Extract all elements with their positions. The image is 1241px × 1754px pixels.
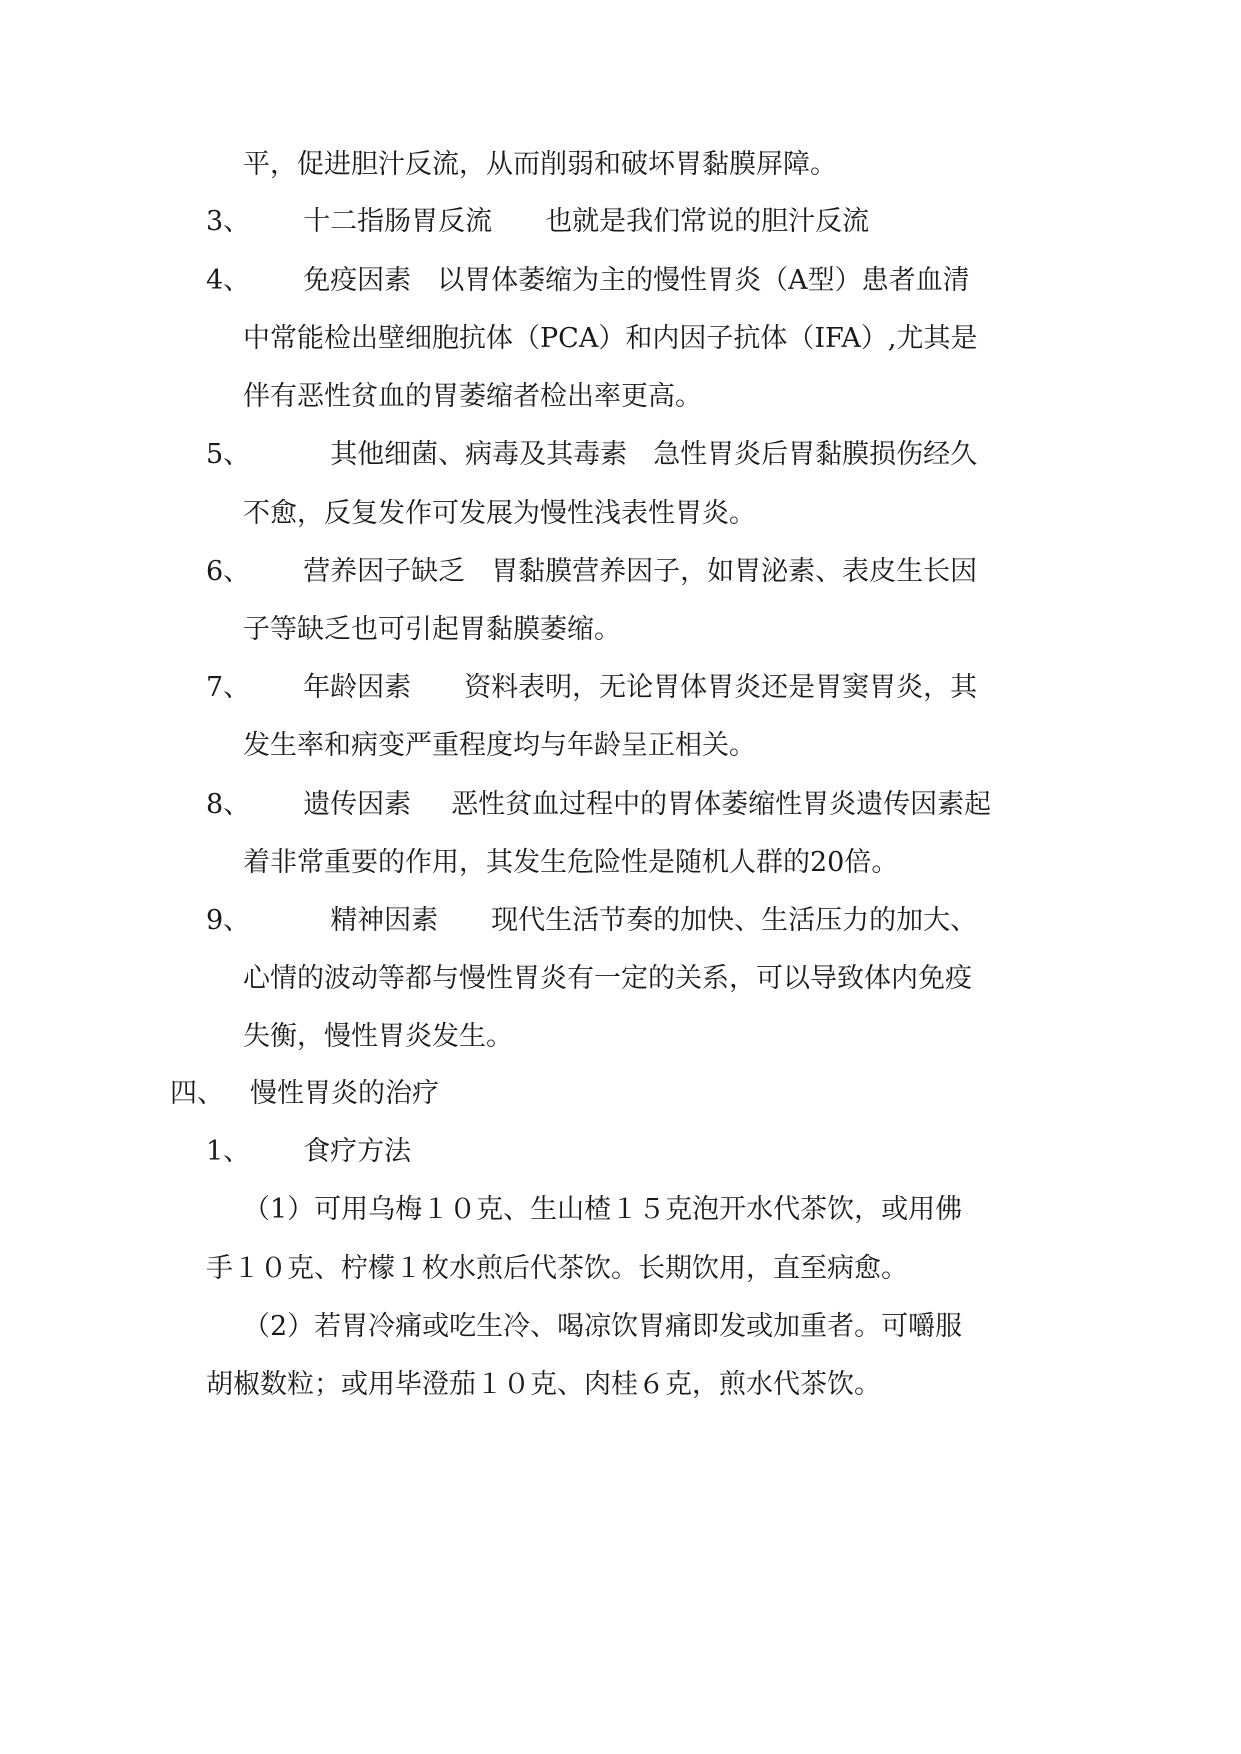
item-heading: 食疗方法 [303,1136,412,1167]
list-item-7 [206,670,977,706]
item-body: 胃黏膜营养因子，如胃泌素、表皮生长因 [491,556,978,587]
list-item-4 [206,263,970,299]
paragraph-line: 胡椒数粒；或用毕澄茄１０克、肉桂６克，煎水代茶饮。 [206,1369,881,1400]
list-item-3 [206,204,869,240]
item-heading: 精神因素 [330,905,439,936]
list-item-6 [206,554,977,590]
item-body: 恶性贫血过程中的胃体萎缩性胃炎遗传因素起 [451,789,992,820]
item-body: 也就是我们常说的胆汁反流 [545,206,870,237]
item-heading: 十二指肠胃反流 [303,206,493,237]
paragraph-line: 伴有恶性贫血的胃萎缩者检出率更高。 [243,381,702,412]
paragraph-line: 手１０克、柠檬１枚水煎后代茶饮。长期饮用，直至病愈。 [206,1253,908,1284]
paragraph-line: 心情的波动等都与慢性胃炎有一定的关系，可以导致体内免疫 [243,963,972,994]
item-heading: 其他细菌、病毒及其毒素 [330,439,628,470]
paragraph-line: 中常能检出壁细胞抗体（PCA）和内因子抗体（IFA）,尤其是 [243,323,978,354]
item-heading: 遗传因素 [303,789,412,820]
paragraph-line: 不愈，反复发作可发展为慢性浅表性胃炎。 [243,498,756,529]
paragraph-line: （2）若胃冷痛或吃生冷、喝凉饮胃痛即发或加重者。可嚼服 [243,1311,963,1342]
subsection-heading-1 [206,1134,411,1170]
paragraph-line: 子等缺乏也可引起胃黏膜萎缩。 [243,614,621,645]
list-item-5 [206,437,977,473]
section-heading-4 [170,1076,439,1112]
item-body: 以胃体萎缩为主的慢性胃炎（A型）患者血清 [437,265,970,296]
item-number: 8、 [206,789,251,820]
paragraph-line: 平，促进胆汁反流，从而削弱和破坏胃黏膜屏障。 [243,149,837,180]
item-body: 现代生活节奏的加快、生活压力的加大、 [491,905,978,936]
paragraph-line: 失衡，慢性胃炎发生。 [243,1021,513,1052]
item-number: 3、 [206,206,251,237]
item-number: 7、 [206,672,251,703]
item-heading: 年龄因素 [303,672,412,703]
paragraph-line: 着非常重要的作用，其发生危险性是随机人群的20倍。 [243,847,899,878]
section-number: 四、 [170,1078,224,1109]
item-body: 急性胃炎后胃黏膜损伤经久 [653,439,978,470]
item-number: 5、 [206,439,251,470]
list-item-8 [206,787,991,823]
section-title: 慢性胃炎的治疗 [250,1078,439,1109]
item-heading: 免疫因素 [303,265,412,296]
paragraph-line: （1）可用乌梅１０克、生山楂１５克泡开水代茶饮，或用佛 [243,1194,963,1225]
item-number: 6、 [206,556,251,587]
paragraph-line: 发生率和病变严重程度均与年龄呈正相关。 [243,730,756,761]
item-number: 1、 [206,1136,251,1167]
item-body: 资料表明，无论胃体胃炎还是胃窦胃炎，其 [464,672,978,703]
item-number: 4、 [206,265,251,296]
list-item-9 [206,903,977,939]
item-heading: 营养因子缺乏 [303,556,466,587]
item-number: 9、 [206,905,251,936]
